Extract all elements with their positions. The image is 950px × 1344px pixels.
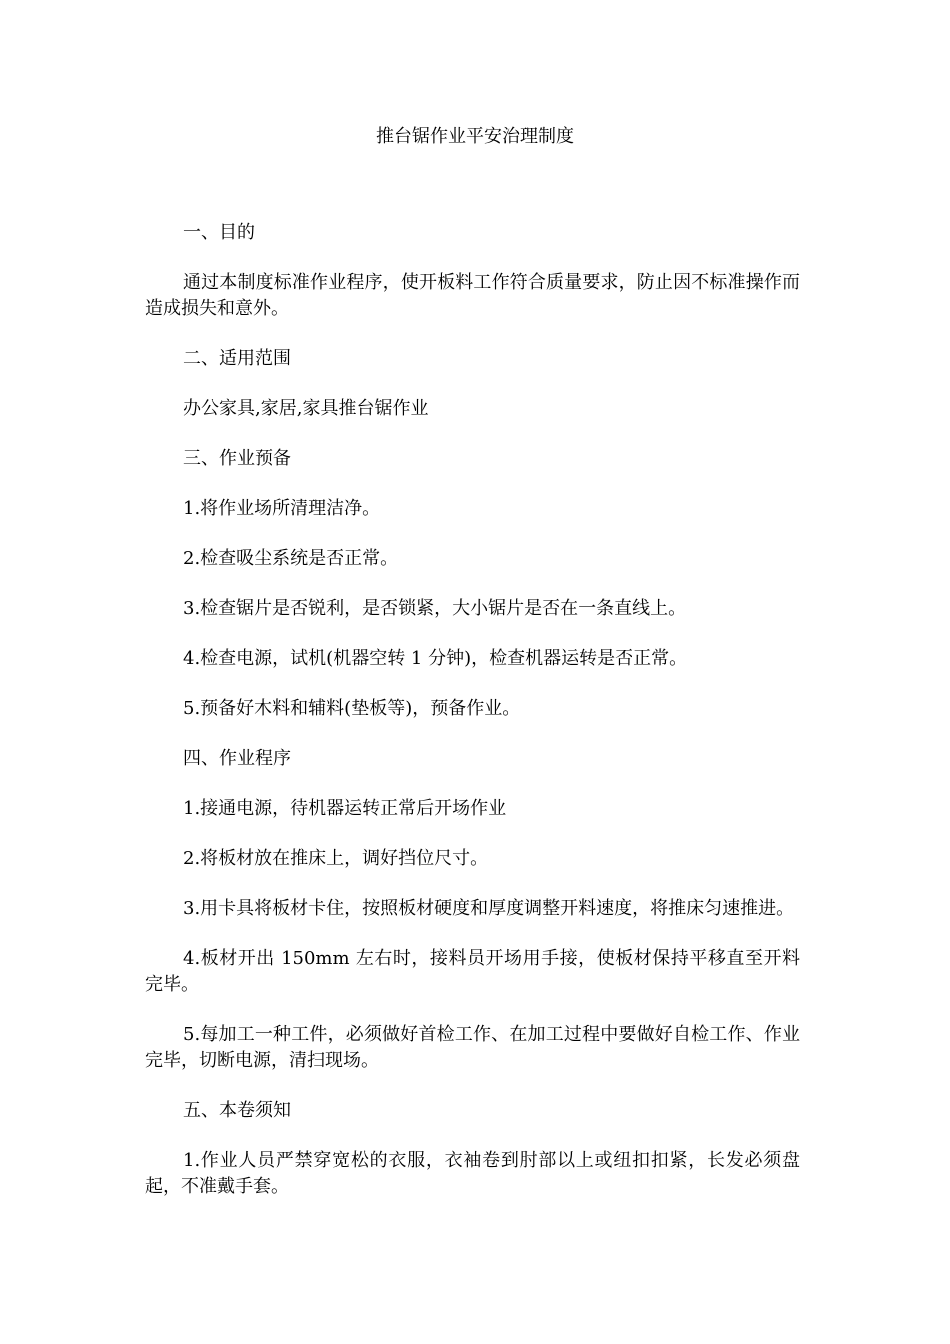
paragraph-purpose: 通过本制度标准作业程序，使开板料工作符合质量要求，防止因不标准操作而造成损失和意外。	[145, 272, 800, 319]
list-item: 5.每加工一种工件，必须做好首检工作、在加工过程中要做好自检工作、作业完毕，切断电源，清扫现场。	[145, 1024, 800, 1071]
section-heading-notes: 五、本卷须知	[183, 1100, 291, 1121]
section-heading-scope: 二、适用范围	[183, 348, 291, 369]
list-item: 4.检查电源，试机(机器空转 1 分钟)，检查机器运转是否正常。	[183, 648, 688, 669]
document-title: 推台锯作业平安治理制度	[376, 126, 574, 147]
list-item: 2.检查吸尘系统是否正常。	[183, 548, 399, 569]
paragraph-scope: 办公家具,家居,家具推台锯作业	[183, 398, 429, 419]
list-item: 1.接通电源，待机器运转正常后开场作业	[183, 798, 507, 819]
list-item: 3.检查锯片是否锐利，是否锁紧，大小锯片是否在一条直线上。	[183, 598, 687, 619]
list-item: 4.板材开出 150mm 左右时，接料员开场用手接，使板材保持平移直至开料完毕。	[145, 948, 800, 995]
section-heading-purpose: 一、目的	[183, 222, 255, 243]
list-item: 3.用卡具将板材卡住，按照板材硬度和厚度调整开料速度，将推床匀速推进。	[183, 898, 795, 919]
section-heading-procedure: 四、作业程序	[183, 748, 291, 769]
section-heading-preparation: 三、作业预备	[183, 448, 291, 469]
list-item: 2.将板材放在推床上，调好挡位尺寸。	[183, 848, 489, 869]
list-item: 5.预备好木料和辅料(垫板等)，预备作业。	[183, 698, 521, 719]
list-item: 1.将作业场所清理洁净。	[183, 498, 381, 519]
document-body	[145, 220, 800, 1224]
list-item: 1.作业人员严禁穿宽松的衣服，衣袖卷到肘部以上或纽扣扣紧，长发必须盘起，不准戴手套。	[145, 1150, 800, 1197]
